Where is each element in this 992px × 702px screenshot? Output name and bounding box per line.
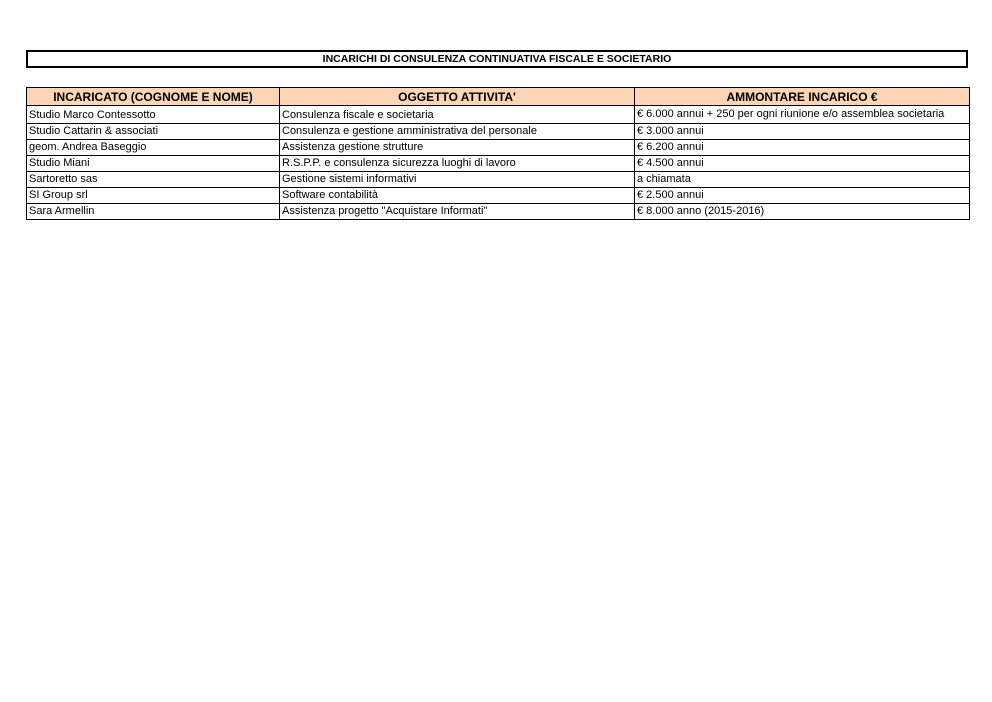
cell-oggetto: Gestione sistemi informativi [280,172,635,188]
cell-incaricato: Sara Armellin [27,204,280,220]
cell-incaricato: Studio Marco Contessotto [27,106,280,124]
cell-ammontare: € 3.000 annui [635,124,970,140]
cell-incaricato: Sartoretto sas [27,172,280,188]
cell-incaricato: SI Group srl [27,188,280,204]
cell-ammontare: € 6.000 annui + 250 per ogni riunione e/o assemblea societaria [635,106,970,124]
table-row [27,156,970,172]
cell-ammontare: € 8.000 anno (2015-2016) [635,204,970,220]
cell-ammontare: € 4.500 annui [635,156,970,172]
table-row [27,172,970,188]
cell-incaricato: Studio Miani [27,156,280,172]
cell-ammontare: a chiamata [635,172,970,188]
cell-oggetto: Consulenza fiscale e societaria [280,106,635,124]
cell-oggetto: Assistenza gestione strutture [280,140,635,156]
document-title: INCARICHI DI CONSULENZA CONTINUATIVA FISCALE E SOCIETARIO [26,50,968,68]
cell-oggetto: Consulenza e gestione amministrativa del personale [280,124,635,140]
cell-incaricato: geom. Andrea Baseggio [27,140,280,156]
cell-incaricato: Studio Cattarin & associati [27,124,280,140]
table-row [27,140,970,156]
column-header-incaricato: INCARICATO (COGNOME E NOME) [27,88,280,106]
table-header-row [27,88,970,106]
cell-oggetto: Software contabilità [280,188,635,204]
table-row [27,124,970,140]
table-row [27,188,970,204]
cell-oggetto: R.S.P.P. e consulenza sicurezza luoghi di lavoro [280,156,635,172]
cell-ammontare: € 6.200 annui [635,140,970,156]
cell-oggetto: Assistenza progetto "Acquistare Informati" [280,204,635,220]
column-header-oggetto: OGGETTO ATTIVITA' [280,88,635,106]
table-row [27,106,970,124]
consulting-assignments-table [26,87,970,220]
table-row [27,204,970,220]
cell-ammontare: € 2.500 annui [635,188,970,204]
column-header-ammontare: AMMONTARE INCARICO € [635,88,970,106]
